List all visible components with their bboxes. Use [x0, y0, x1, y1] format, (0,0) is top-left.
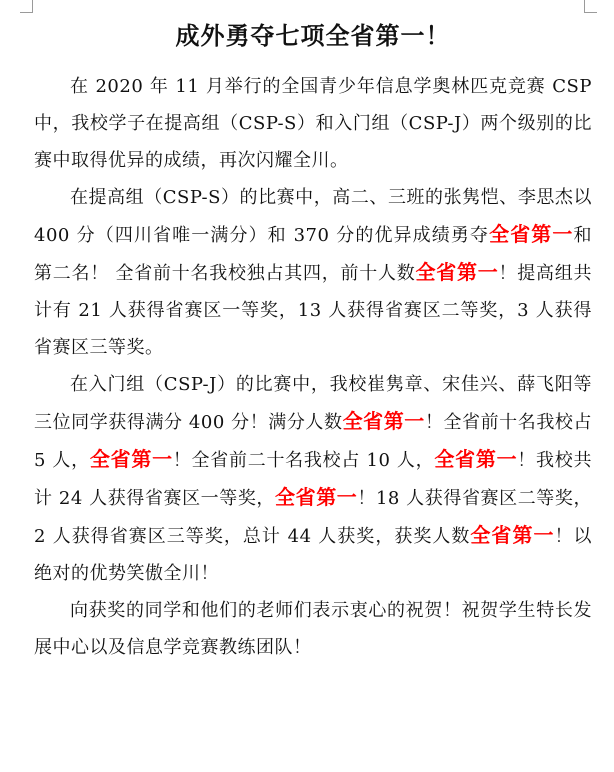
- highlight-first-place: 全省第一: [434, 447, 518, 471]
- paragraph-congratulations: 向获奖的同学和他们的老师们表示衷心的祝贺！祝贺学生特长发展中心以及信息学竞赛教练团队！: [34, 600, 592, 658]
- document-body: [34, 14, 592, 666]
- text-segment: ！我校共计 24 人获得省赛区一等奖，: [34, 450, 592, 509]
- highlight-first-place: 全省第一: [489, 222, 574, 246]
- text-segment: ！18 人获得省赛区二等奖，2 人获得省赛区三等奖，总计 44 人获奖，获奖人数: [34, 488, 592, 547]
- text-segment: 在入门组（CSP-J）的比赛中，我校崔隽章、宋佳兴、薛飞阳等三位同学获得满分 400 分！满分人数: [34, 374, 592, 433]
- text-segment: ！以绝对的优势笑傲全川！: [34, 526, 593, 584]
- document-title: 成外勇夺七项全省第一！: [175, 21, 451, 50]
- text-segment: ！全省前二十名我校占 10 人，: [172, 450, 435, 471]
- text-segment: 在提高组（CSP-S）的比赛中，高二、三班的张隽恺、李思杰以 400 分（四川省唯一满分）和 370 分的优异成绩勇夺: [34, 187, 592, 246]
- paragraph-csp-j: [34, 366, 592, 592]
- page-corner-mark-left: [20, 0, 33, 13]
- highlight-first-place: 全省第一: [89, 447, 173, 471]
- highlight-first-place: 全省第一: [470, 523, 555, 547]
- text-segment: ！全省前十名我校占 5 人，: [34, 412, 592, 471]
- text-segment: ！提高组共计有 21 人获得省赛区一等奖，13 人获得省赛区二等奖，3 人获得省赛区三等奖。: [34, 263, 593, 358]
- highlight-first-place: 全省第一: [415, 260, 499, 284]
- paragraph-intro: 在 2020 年 11 月举行的全国青少年信息学奥林匹克竞赛 CSP 中，我校学子在提高组（CSP-S）和入门组（CSP-J）两个级别的比赛中取得优异的成绩，再次闪耀全川。: [34, 76, 592, 171]
- highlight-first-place: 全省第一: [275, 485, 358, 509]
- text-segment: 和第二名！ 全省前十名我校独占其四，前十人数: [34, 225, 592, 284]
- highlight-first-place: 全省第一: [342, 409, 425, 433]
- page-corner-mark-right: [584, 0, 597, 13]
- paragraph-csp-s: [34, 179, 592, 366]
